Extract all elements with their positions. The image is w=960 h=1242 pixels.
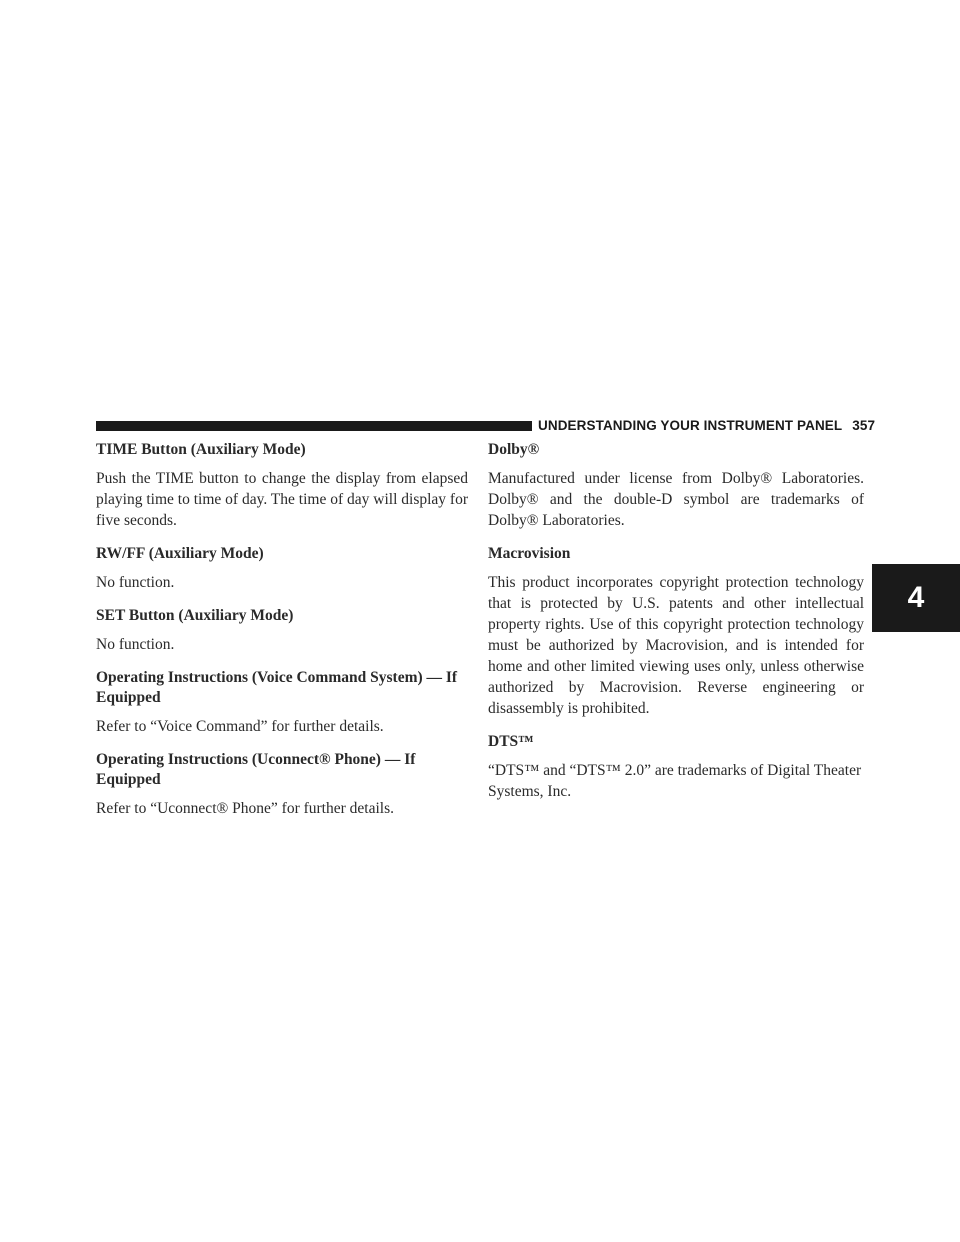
section-body: Refer to “Voice Command” for further details.: [96, 718, 384, 735]
running-header: [538, 418, 875, 433]
section-body: Manufactured under license from Dolby® Laboratories. Dolby® and the double-D symbol are trademarks of Dolby® Laboratories.: [488, 470, 864, 529]
section-heading: SET Button (Auxiliary Mode): [96, 607, 294, 624]
section-body: Refer to “Uconnect® Phone” for further details.: [96, 800, 394, 817]
section-heading: Operating Instructions (Uconnect® Phone) — If Equipped: [96, 751, 416, 788]
section-body: Push the TIME button to change the display from elapsed playing time to time of day. The time of day will display for five seconds.: [96, 470, 468, 529]
section-heading: Operating Instructions (Voice Command System) — If Equipped: [96, 669, 458, 706]
section-heading: TIME Button (Auxiliary Mode): [96, 441, 306, 458]
header-title: UNDERSTANDING YOUR INSTRUMENT PANEL: [538, 418, 843, 433]
right-column: [488, 440, 864, 815]
section-heading: Macrovision: [488, 545, 571, 562]
section-body: No function.: [96, 574, 175, 591]
header-rule: [96, 421, 532, 431]
left-column: [96, 440, 468, 832]
section-heading: RW/FF (Auxiliary Mode): [96, 545, 264, 562]
section-heading: Dolby®: [488, 441, 540, 458]
section-heading: DTS™: [488, 733, 534, 750]
section-body: No function.: [96, 636, 175, 653]
section-body: “DTS™ and “DTS™ 2.0” are trademarks of Digital Theater Systems, Inc.: [488, 762, 862, 800]
page-number: 357: [852, 418, 876, 433]
chapter-tab: 4: [872, 564, 960, 632]
section-body: This product incorporates copyright protection technology that is protected by U.S. patents and other intellectual property rights. Use of this copyright protection technology must be authorized by Macrovision, and is intended for home and other limited viewing uses only, unless otherwise authorized by Macrovision. Reverse engineering or disassembly is prohibited.: [488, 574, 864, 717]
